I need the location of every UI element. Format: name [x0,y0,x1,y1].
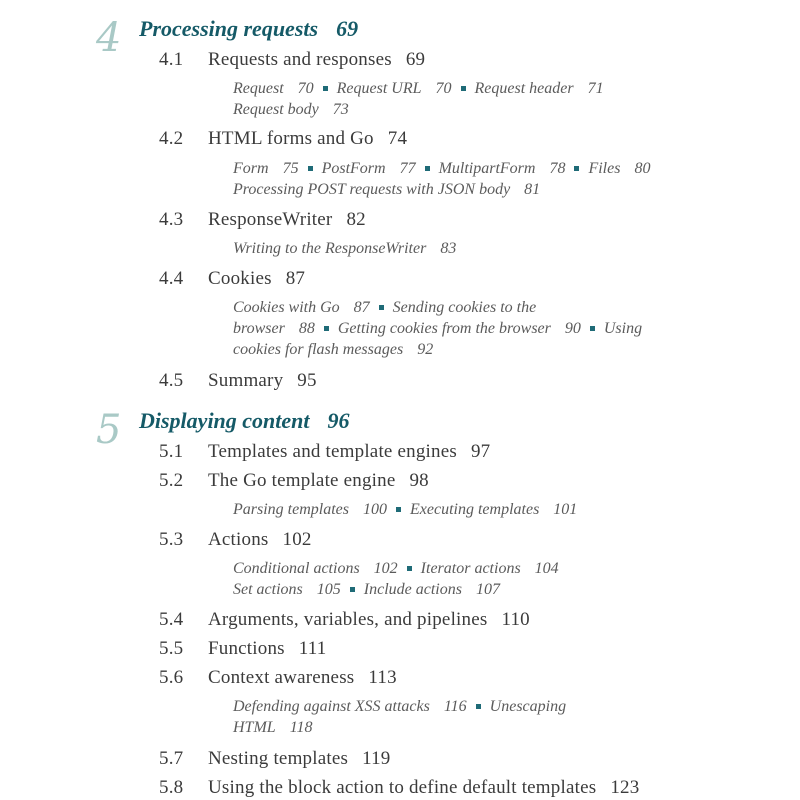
section-page: 119 [362,748,391,769]
subsection-page: 107 [475,581,500,598]
subsection-page: 70 [297,80,314,97]
subsection-title: Writing to the ResponseWriter [233,240,427,257]
subsection-entry[interactable] [338,320,581,337]
subsection-line [233,558,559,579]
subsection-entry[interactable] [337,80,452,97]
subsection-entry[interactable] [233,341,433,358]
subsection-line [233,579,500,600]
subsection-title: PostForm [321,160,386,177]
subsection-title: Processing POST requests with JSON body [233,181,511,198]
subsection-entry[interactable] [439,160,566,177]
subsection-title: cookies for flash messages [233,341,404,358]
subsection-entry[interactable] [233,240,456,257]
subsection-page: 88 [298,320,315,337]
subsection-entry[interactable] [393,299,537,316]
toc-section[interactable] [159,668,397,687]
subsection-title: Sending cookies to the [392,299,537,316]
subsection-page: 78 [549,160,566,177]
chapter-title: Processing requests [139,16,319,41]
subsection-entry[interactable] [233,160,299,177]
toc-section[interactable] [159,530,312,549]
section-number: 5.5 [159,638,184,659]
subsection-entry[interactable] [233,80,314,97]
subsection-page: 116 [443,698,467,715]
subsection-line [233,158,650,179]
toc-section[interactable] [159,50,425,69]
subsection-page: 81 [524,181,541,198]
subsection-entry[interactable] [233,560,398,577]
subsection-title: browser [233,320,285,337]
toc-section[interactable] [159,749,390,768]
bullet-separator [425,166,430,171]
subsection-page: 70 [435,80,452,97]
subsection-page: 101 [553,501,578,518]
bullet-separator [350,587,355,592]
section-title: Actions [208,529,269,550]
section-number: 4.3 [159,209,184,230]
subsection-title: Files [588,160,621,177]
toc-section[interactable] [159,371,317,390]
section-title: Requests and responses [208,49,392,70]
toc-section[interactable] [159,639,326,658]
chapter-number: 5 [96,407,122,453]
toc-section[interactable] [159,471,429,490]
section-page: 87 [285,268,306,289]
section-page: 97 [470,441,491,462]
subsection-title: Request [233,80,284,97]
subsection-page: 80 [634,160,651,177]
section-page: 74 [387,128,408,149]
subsection-page: 83 [440,240,457,257]
section-page: 111 [298,638,327,659]
subsection-title: Cookies with Go [233,299,340,316]
section-number: 4.1 [159,49,184,70]
subsection-line [233,499,577,520]
chapter-number: 4 [96,15,122,61]
toc-section[interactable] [159,129,407,148]
bullet-separator [308,166,313,171]
subsection-line [233,717,313,738]
subsection-entry[interactable] [410,501,577,518]
subsection-entry[interactable] [233,181,540,198]
section-title: Cookies [208,268,272,289]
subsection-line [233,78,604,99]
subsection-line [233,318,642,339]
section-title: ResponseWriter [208,209,333,230]
subsection-line [233,696,566,717]
subsection-entry[interactable] [233,581,341,598]
subsection-line [233,99,349,120]
subsection-page: 71 [587,80,604,97]
subsection-entry[interactable] [233,101,349,118]
subsection-entry[interactable] [233,299,370,316]
section-title: The Go template engine [208,470,396,491]
subsection-page: 90 [564,320,581,337]
subsection-entry[interactable] [322,160,416,177]
subsection-entry[interactable] [233,698,467,715]
section-number: 4.5 [159,370,184,391]
toc-section[interactable] [159,210,366,229]
toc-section[interactable] [159,269,305,288]
section-title: Using the block action to define default templates [208,777,597,798]
section-page: 110 [501,609,530,630]
section-title: Context awareness [208,667,355,688]
subsection-page: 87 [353,299,370,316]
subsection-title: MultipartForm [438,160,536,177]
chapter-heading[interactable] [139,18,358,40]
section-number: 4.4 [159,268,184,289]
bullet-separator [379,305,384,310]
subsection-title: Getting cookies from the browser [337,320,551,337]
subsection-page: 118 [289,719,313,736]
section-page: 98 [409,470,429,491]
subsection-title: Request header [474,80,574,97]
section-number: 5.2 [159,470,184,491]
subsection-title: Executing templates [410,501,540,518]
section-number: 5.3 [159,529,184,550]
subsection-line [233,339,433,360]
subsection-title: Form [233,160,269,177]
subsection-entry[interactable] [233,320,315,337]
section-title: Templates and template engines [208,441,457,462]
subsection-entry[interactable] [421,560,559,577]
subsection-title: HTML [233,719,276,736]
subsection-title: Iterator actions [420,560,521,577]
subsection-page: 77 [399,160,416,177]
chapter-title: Displaying content [139,408,310,433]
bullet-separator [324,326,329,331]
subsection-page: 73 [332,101,349,118]
bullet-separator [407,566,412,571]
bullet-separator [590,326,595,331]
section-title: HTML forms and Go [208,128,374,149]
toc-section[interactable] [159,610,530,629]
section-number: 5.4 [159,609,184,630]
section-number: 5.1 [159,441,184,462]
subsection-page: 105 [316,581,341,598]
chapter-page: 69 [336,16,359,41]
subsection-title: Defending against XSS attacks [233,698,430,715]
section-title: Nesting templates [208,748,349,769]
chapter-heading[interactable] [139,410,350,432]
subsection-title: Set actions [233,581,303,598]
subsection-line [233,179,540,200]
toc-section[interactable] [159,778,639,797]
section-page: 102 [282,529,312,550]
section-page: 95 [297,370,317,391]
subsection-title: Parsing templates [233,501,349,518]
section-number: 5.8 [159,777,184,798]
subsection-page: 102 [373,560,398,577]
bullet-separator [396,507,401,512]
section-page: 69 [405,49,426,70]
subsection-title: Unescaping [489,698,567,715]
subsection-title: Request URL [336,80,422,97]
subsection-entry[interactable] [233,719,313,736]
chapter-page: 96 [327,408,350,433]
bullet-separator [461,86,466,91]
section-page: 123 [610,777,640,798]
section-title: Arguments, variables, and pipelines [208,609,488,630]
toc-section[interactable] [159,442,490,461]
subsection-entry[interactable] [588,160,650,177]
section-title: Functions [208,638,285,659]
subsection-entry[interactable] [490,698,566,715]
subsection-entry[interactable] [475,80,604,97]
subsection-entry[interactable] [233,501,387,518]
section-title: Summary [208,370,284,391]
subsection-line [233,297,536,318]
section-number: 4.2 [159,128,184,149]
bullet-separator [574,166,579,171]
subsection-title: Conditional actions [233,560,360,577]
subsection-title: Request body [233,101,319,118]
section-page: 113 [368,667,397,688]
subsection-page: 75 [282,160,299,177]
subsection-page: 100 [363,501,387,518]
subsection-title: Using [603,320,643,337]
subsection-page: 104 [534,560,559,577]
subsection-title: Include actions [363,581,462,598]
bullet-separator [323,86,328,91]
subsection-page: 92 [417,341,434,358]
subsection-entry[interactable] [604,320,642,337]
subsection-line [233,238,456,259]
subsection-entry[interactable] [364,581,500,598]
bullet-separator [476,704,481,709]
section-page: 82 [346,209,366,230]
section-number: 5.6 [159,667,184,688]
section-number: 5.7 [159,748,184,769]
